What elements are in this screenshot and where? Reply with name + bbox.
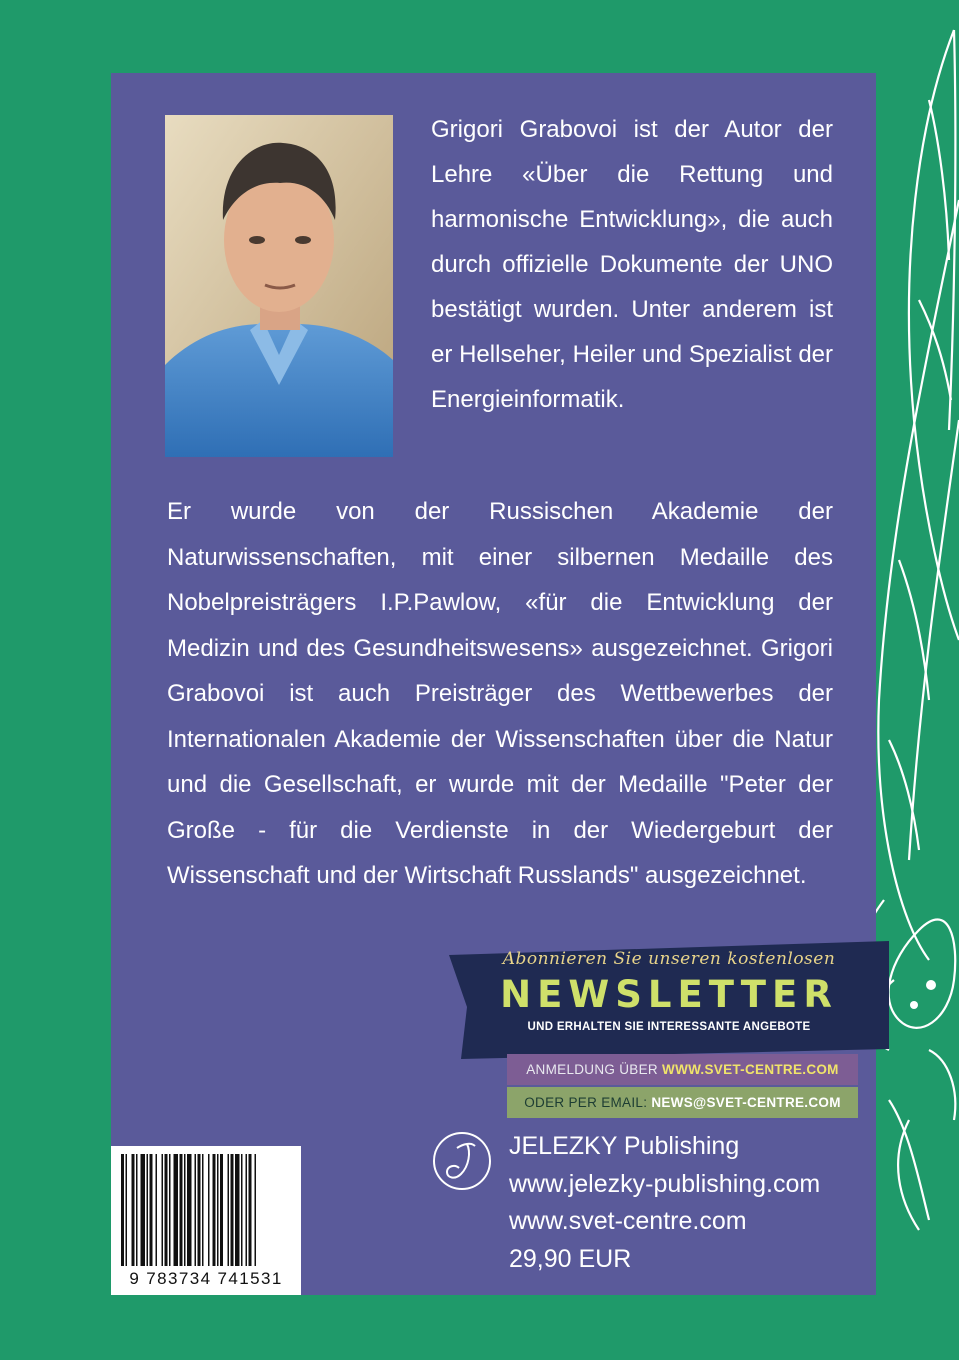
barcode-bar <box>184 1154 186 1266</box>
price: 29,90 EUR <box>509 1244 632 1273</box>
barcode-bar <box>165 1154 168 1266</box>
barcode-bar <box>136 1154 138 1266</box>
barcode-bar <box>187 1154 192 1266</box>
barcode-bar <box>121 1154 124 1266</box>
barcode-bar <box>255 1154 257 1266</box>
barcode-bar <box>150 1154 153 1266</box>
publisher-website-link[interactable]: www.jelezky-publishing.com <box>509 1169 821 1198</box>
signup-prefix: ANMELDUNG ÜBER <box>526 1062 658 1077</box>
author-photo <box>165 115 393 457</box>
email-prefix: ODER PER EMAIL: <box>524 1095 648 1110</box>
barcode-bar <box>220 1154 223 1266</box>
author-bio-intro: Grigori Grabovoi ist der Autor der Lehre «Über die Rettung und harmonische Entwicklung», die auch durch offizielle Dokumente der UNO bestätigt wurden. Unter anderem ist er Hellseher, Heiler und Spezialist der Energieinformatik. <box>431 116 833 413</box>
barcode-bar <box>169 1154 171 1266</box>
svet-centre-website-link[interactable]: www.svet-centre.com <box>509 1207 747 1235</box>
barcode-bar <box>241 1154 243 1266</box>
isbn-number: 9 783734 741531 <box>111 1269 301 1289</box>
barcode-bar <box>141 1154 146 1266</box>
barcode-bar <box>147 1154 149 1266</box>
barcode-bar <box>228 1154 230 1266</box>
newsletter-banner[interactable] <box>449 941 889 1059</box>
signup-url-link[interactable]: WWW.SVET-CENTRE.COM <box>662 1062 839 1077</box>
barcode-bar <box>246 1154 248 1266</box>
newsletter-tagline: Abonnieren Sie unseren kostenlosen <box>502 949 836 969</box>
barcode-bar <box>156 1154 158 1266</box>
barcode-bar <box>217 1154 219 1266</box>
barcode-bar <box>126 1154 128 1266</box>
barcode-bar <box>195 1154 197 1266</box>
author-bio-awards: Er wurde von der Russischen Akademie der Naturwissenschaften, mit einer silbernen Medaille des Nobelpreisträgers I.P.Pawlow, «für die Entwicklung der Medizin und des Gesundheitswesens» ausgezeichnet. Grigori Grabovoi ist auch Preisträger des Wettbewerbes der Internationalen Akademie der Wissenschaften über die Natur und die Gesellschaft, er wurde mit der Medaille "Peter der Große - für die Verdienste in der Wiedergeburt der Wissenschaft und der Wirtschaft Russlands" ausgezeichnet. <box>167 498 833 889</box>
publisher-info <box>509 1128 820 1278</box>
barcode-bar <box>198 1154 201 1266</box>
barcode-bar <box>202 1154 204 1266</box>
barcode-bars <box>121 1154 291 1266</box>
barcode-bar <box>249 1154 252 1266</box>
barcode-bar <box>180 1154 183 1266</box>
barcode-bar <box>208 1154 210 1266</box>
publisher-name: JELEZKY Publishing <box>509 1132 740 1160</box>
newsletter-email-link[interactable]: NEWS@SVET-CENTRE.COM <box>651 1095 841 1110</box>
barcode-bar <box>132 1154 135 1266</box>
barcode-bar <box>162 1154 164 1266</box>
barcode-bar <box>213 1154 216 1266</box>
newsletter-signup-strip[interactable] <box>507 1054 858 1085</box>
newsletter-title: NEWSLETTER <box>500 973 838 1016</box>
isbn-barcode <box>111 1146 301 1295</box>
barcode-bar <box>231 1154 234 1266</box>
barcode-bar <box>235 1154 240 1266</box>
publisher-logo-icon <box>431 1130 493 1192</box>
newsletter-email-strip[interactable] <box>507 1087 858 1118</box>
newsletter-subtitle: UND ERHALTEN SIE INTERESSANTE ANGEBOTE <box>527 1021 811 1033</box>
barcode-bar <box>174 1154 179 1266</box>
back-cover-panel <box>111 73 876 1295</box>
